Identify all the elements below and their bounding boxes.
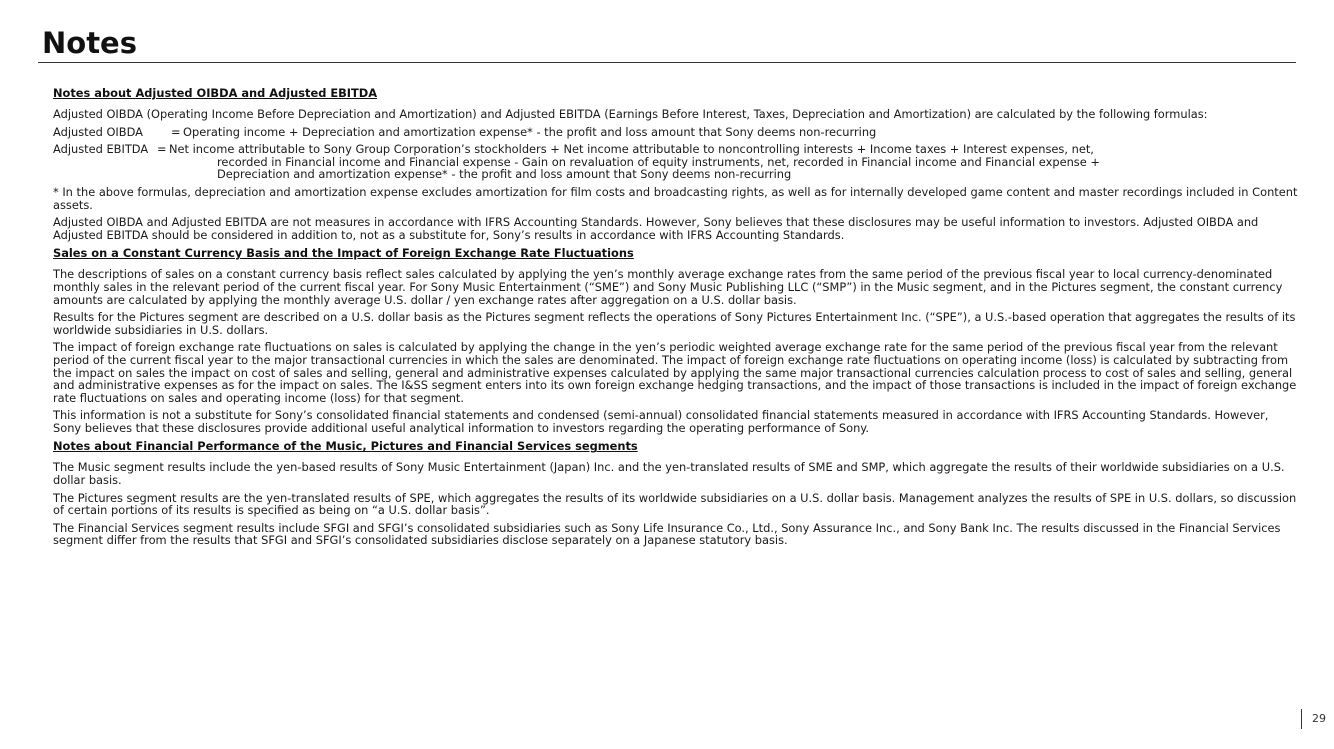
page-title: Notes <box>42 26 137 60</box>
ebitda-formula-line: Net income attributable to Sony Group Corporation’s stockholders + Net income attributable to noncontrolling interests + Income taxes + Interest expenses, net, <box>169 142 1094 157</box>
section-heading-constant-currency: Sales on a Constant Currency Basis and the Impact of Foreign Exchange Rate Fluctuations <box>53 246 634 261</box>
ebitda-formula-line: Depreciation and amortization expense* - the profit and loss amount that Sony deems non-recurring <box>217 167 792 182</box>
music-segment-paragraph: The Music segment results include the yen-based results of Sony Music Entertainment (Japan) Inc. and the yen-translated results of SME and SMP, which aggregate the results of their worldwide subsidiaries on a U.S. dollar basis. <box>53 460 1285 488</box>
financial-services-segment-paragraph: The Financial Services segment results include SFGI and SFGI’s consolidated subsidiaries such as Sony Life Insurance Co., Ltd., Sony Assurance Inc., and Sony Bank Inc. The results discussed in the Financial Services segment differ from the results that SFGI and SFGI’s consolidated subsidiaries disclose separately on a Japanese statutory basis. <box>53 520 1281 548</box>
oibda-formula-definition: Operating income + Depreciation and amortization expense* - the profit and loss amount that Sony deems non-recurring <box>183 124 877 139</box>
ebitda-formula-equals: = <box>157 142 167 157</box>
section-heading-oibda-ebitda: Notes about Adjusted OIBDA and Adjusted EBITDA <box>53 86 378 100</box>
title-divider <box>38 62 1296 63</box>
not-a-substitute-paragraph: This information is not a substitute for Sony’s consolidated financial statements and condensed (semi-annual) consolidated financial statements measured in accordance with IFRS Accounting Standards. However, Sony believes that these disclosures provide additional useful analytical information to investors regarding the operating performance of Sony. <box>53 408 1269 435</box>
ifrs-disclaimer-paragraph: Adjusted OIBDA and Adjusted EBITDA are not measures in accordance with IFRS Accounting Standards. However, Sony believes that these disclosures may be useful information to investors. Adjusted OIBDA and Adjusted EBITDA should be considered in addition to, not as a substitute for, Sony’s results in accordance with IFRS Accounting Standards. <box>53 215 1259 242</box>
oibda-intro-paragraph: Adjusted OIBDA (Operating Income Before Depreciation and Amortization) and Adjusted EBITDA (Earnings Before Interest, Taxes, Depreciation and Amortization) are calculated by the following formulas: <box>53 107 1208 121</box>
ebitda-formula-definition <box>169 143 1298 181</box>
pictures-segment-paragraph: The Pictures segment results are the yen-translated results of SPE, which aggregates the results of its worldwide subsidiaries on a U.S. dollar basis. Management analyzes the results of SPE in U.S. dollars, so discussion of certain portions of its results is specified as being on “a U.S. dollar basis”. <box>53 490 1297 518</box>
fx-impact-paragraph: The impact of foreign exchange rate fluctuations on sales is calculated by applying the change in the yen’s periodic weighted average exchange rate for the same period of the previous fiscal year from the relevant period of the current fiscal year to the major transactional currencies in which the sales are denominated. The impact of foreign exchange rate fluctuations on operating income (loss) is calculated by subtracting from the impact on sales the impact on cost of sales and selling, general and administrative expenses calculated by applying the same major transactional currencies calculation process to cost of sales and selling, general and administrative expenses as for the impact on sales. The I&SS segment enters into its own foreign exchange hedging transactions, and the impact of those transactions is included in the impact of foreign exchange rate fluctuations on sales and operating income (loss) for that segment. <box>53 340 1297 405</box>
page-number: 29 <box>1312 712 1326 725</box>
ebitda-formula-label: Adjusted EBITDA <box>53 142 149 157</box>
pictures-usd-basis-paragraph: Results for the Pictures segment are described on a U.S. dollar basis as the Pictures segment reflects the operations of Sony Pictures Entertainment Inc. (“SPE”), a U.S.-based operation that aggregates the results of its worldwide subsidiaries in U.S. dollars. <box>53 310 1296 337</box>
oibda-formula-equals: = <box>171 124 181 139</box>
ebitda-formula <box>53 143 1298 181</box>
depreciation-footnote: * In the above formulas, depreciation and amortization expense excludes amortization for film costs and broadcasting rights, as well as for internally developed game content and master recordings included in Content assets. <box>53 184 1298 212</box>
notes-body <box>53 86 1298 552</box>
constant-currency-paragraph: The descriptions of sales on a constant currency basis reflect sales calculated by applying the yen’s monthly average exchange rates from the same period of the previous fiscal year to local currency-denominated monthly sales in the relevant period of the current fiscal year. For Sony Music Entertainment (“SME”) and Sony Music Publishing LLC (“SMP”) in the Music segment, and in the Pictures segment, the constant currency amounts are calculated by applying the monthly average U.S. dollar / yen exchange rates after aggregation on a U.S. dollar basis. <box>53 267 1283 307</box>
oibda-formula-label: Adjusted OIBDA <box>53 124 143 139</box>
section-heading-segment-performance: Notes about Financial Performance of the Music, Pictures and Financial Services segments <box>53 439 638 454</box>
oibda-formula <box>53 126 1298 139</box>
ebitda-formula-line: recorded in Financial income and Financial expense - Gain on revaluation of equity instruments, net, recorded in Financial income and Financial expense + <box>217 154 1100 169</box>
page-number-divider <box>1301 709 1302 729</box>
